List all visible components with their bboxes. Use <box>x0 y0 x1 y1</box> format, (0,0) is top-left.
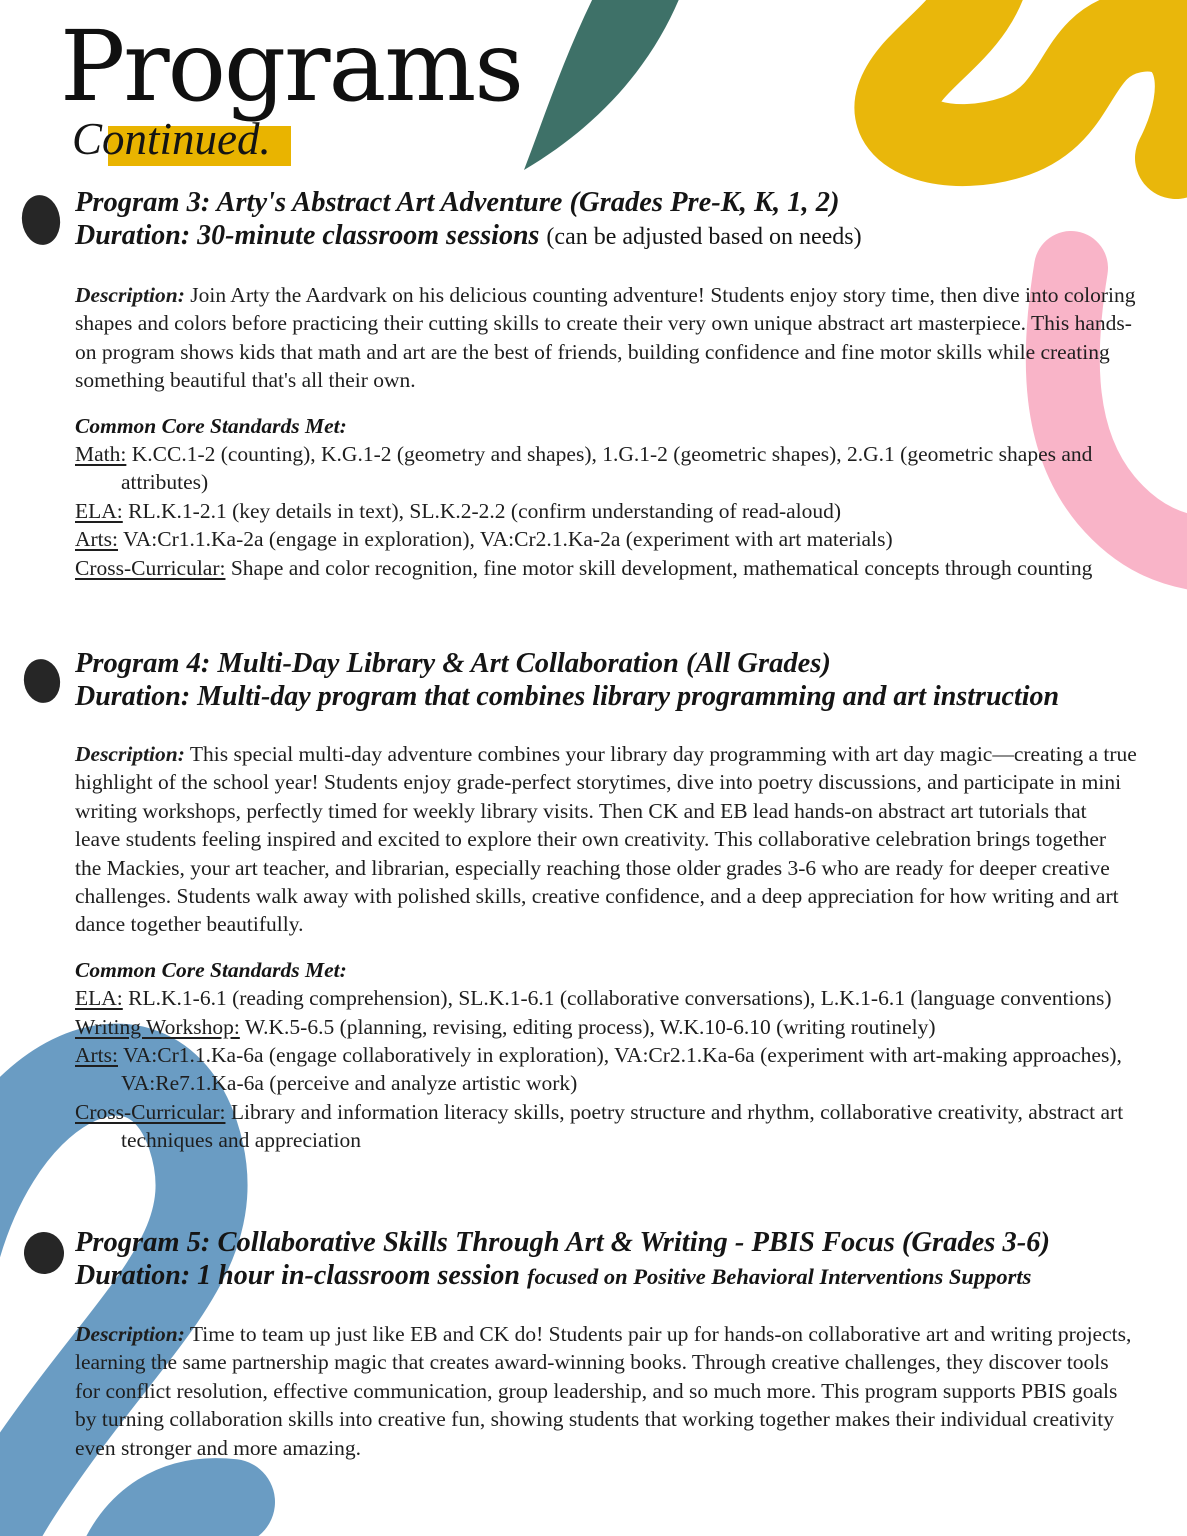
standard-text: W.K.5-6.5 (planning, revising, editing process), W.K.10-6.10 (writing routinely) <box>244 1014 936 1039</box>
standard-label: Cross-Curricular: <box>75 555 226 580</box>
program-3-section <box>75 186 1137 582</box>
bullet-dot-icon <box>22 1230 66 1276</box>
standard-label: ELA: <box>75 498 123 523</box>
standard-text: RL.K.1-2.1 (key details in text), SL.K.2-2.2 (confirm understanding of read-aloud) <box>128 498 842 523</box>
program-description <box>75 281 1137 395</box>
program-description <box>75 740 1137 939</box>
standard-label: Math: <box>75 442 127 467</box>
yellow-squiggle-icon <box>895 0 1187 158</box>
standard-label: ELA: <box>75 986 123 1011</box>
standards-heading: Common Core Standards Met: <box>75 413 347 438</box>
page-subtitle: Continued. <box>72 114 271 164</box>
blue-squiggle-tail-icon <box>115 1501 232 1536</box>
standard-label: Writing Workshop: <box>75 1014 240 1039</box>
standards-list <box>75 984 1137 1154</box>
description-text: This special multi-day adventure combines your library day programming with art day magic—creating a true highlight of the school year! Students enjoy grade-perfect storytimes, dive into poetry discussions, and participate in mini writing workshops, perfectly timed for weekly library visits. Then CK and EB lead hands-on abstract art tutorials that leave students feeling inspired and excited to explore their own creativity. This collaborative celebration brings together the Mackies, your art teacher, and librarian, especially reaching those older grades 3-6 who are ready for deeper creative challenges. Students walk away with polished skills, creative confidence, and a deep appreciation for how writing and art dance together beautifully. <box>75 742 1137 937</box>
program-duration <box>75 219 1137 254</box>
standard-label: Cross-Curricular: <box>75 1099 226 1124</box>
duration-note: (can be adjusted based on needs) <box>546 224 862 250</box>
program-description <box>75 1320 1137 1462</box>
program-heading: Program 3: Arty's Abstract Art Adventure (Grades Pre-K, K, 1, 2) <box>75 187 840 218</box>
program-duration <box>75 1259 1137 1293</box>
description-text: Join Arty the Aardvark on his delicious counting adventure! Students enjoy story time, then dive into coloring shapes and colors before practicing their cutting skills to create their very own unique abstract art masterpiece. This hands-on program shows kids that math and art are the best of friends, building confidence and fine motor skills while creating something beautiful that's all their own. <box>75 283 1136 393</box>
duration-label: Duration: 30-minute classroom sessions <box>75 220 540 251</box>
standard-item <box>75 440 1137 497</box>
teal-brushstroke-icon <box>524 0 682 170</box>
program-4-section <box>75 647 1137 1155</box>
page-title: Programs <box>60 10 523 123</box>
bullet-dot-icon <box>20 656 63 706</box>
program-heading: Program 4: Multi-Day Library & Art Collaboration (All Grades) <box>75 648 831 679</box>
standard-item <box>75 554 1137 582</box>
standard-label: Arts: <box>75 1043 118 1068</box>
standard-text: Shape and color recognition, fine motor skill development, mathematical concepts through counting <box>230 555 1093 580</box>
program-5-section <box>75 1226 1137 1462</box>
standard-text: Library and information literacy skills, poetry structure and rhythm, collaborative creativity, abstract art techniques and appreciation <box>121 1099 1124 1153</box>
standard-item <box>75 1013 1137 1041</box>
description-label: Description: <box>75 742 185 766</box>
duration-note: focused on Positive Behavioral Interventions Supports <box>527 1264 1032 1289</box>
bullet-dot-icon <box>19 193 64 248</box>
program-heading: Program 5: Collaborative Skills Through Art & Writing - PBIS Focus (Grades 3-6) <box>75 1227 1050 1258</box>
standard-text: RL.K.1-6.1 (reading comprehension), SL.K.1-6.1 (collaborative conversations), L.K.1-6.1 (language conventions) <box>128 986 1112 1011</box>
standard-item <box>75 497 1137 525</box>
standard-text: VA:Cr1.1.Ka-6a (engage collaboratively in exploration), VA:Cr2.1.Ka-6a (experiment with art-making approaches), VA:Re7.1.Ka-6a (perceive and analyze artistic work) <box>121 1043 1122 1096</box>
duration-label: Duration: Multi-day program that combines library programming and art instruction <box>75 681 1060 712</box>
standard-item <box>75 1098 1137 1155</box>
description-label: Description: <box>75 283 185 307</box>
description-text: Time to team up just like EB and CK do! Students pair up for hands-on collaborative art and writing projects, learning the same partnership magic that creates award-winning books. Through creative challenges, they discover tools for conflict resolution, effective communication, group leadership, and so much more. This program supports PBIS goals by turning collaboration skills into creative fun, showing students that working together makes their individual creativity even stronger and more amazing. <box>75 1322 1132 1460</box>
standards-heading: Common Core Standards Met: <box>75 957 347 982</box>
standard-text: VA:Cr1.1.Ka-2a (engage in exploration), VA:Cr2.1.Ka-2a (experiment with art materials) <box>123 527 893 552</box>
standard-text: K.CC.1-2 (counting), K.G.1-2 (geometry and shapes), 1.G.1-2 (geometric shapes), 2.G.1 (geometric shapes and attributes) <box>121 442 1093 495</box>
description-label: Description: <box>75 1322 185 1346</box>
program-duration <box>75 680 1137 713</box>
standard-item <box>75 525 1137 553</box>
standard-item <box>75 1041 1137 1098</box>
duration-label: Duration: 1 hour in-classroom session <box>75 1260 521 1291</box>
standard-label: Arts: <box>75 527 118 552</box>
standard-item <box>75 984 1137 1012</box>
standards-list <box>75 440 1137 582</box>
